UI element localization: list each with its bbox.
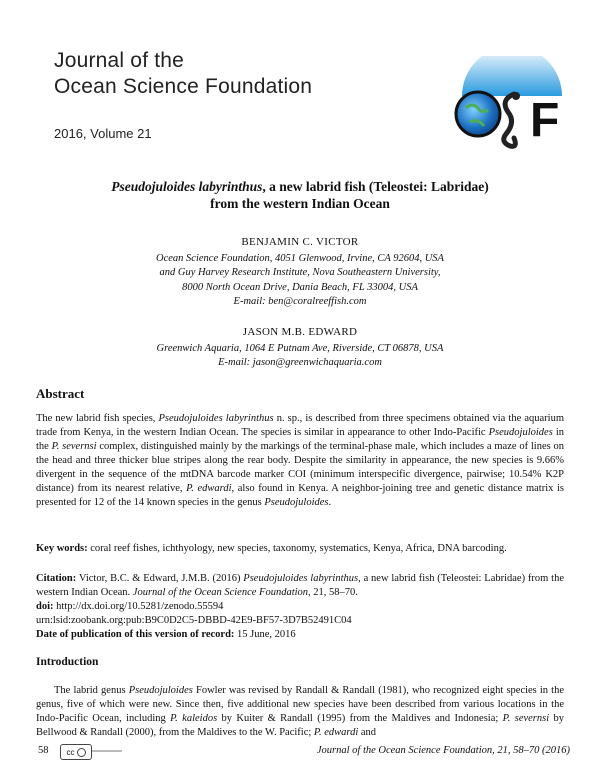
author-block-1: [40, 235, 560, 310]
keywords-text: coral reef fishes, ichthyology, new species, taxonomy, systematics, Kenya, Africa, DNA barcoding.: [87, 543, 507, 554]
license-text-placeholder: [92, 750, 122, 752]
introduction-heading: Introduction: [36, 656, 99, 668]
publication-date-line: Date of publication of this version of record: 15 June, 2016: [36, 629, 296, 640]
affiliation-line: and Guy Harvey Research Institute, Nova Southeastern University,: [159, 267, 441, 278]
globe-o-icon: [456, 92, 500, 136]
journal-title-line2: Ocean Science Foundation: [54, 75, 313, 98]
doi-line: doi: http://dx.doi.org/10.5281/zenodo.55594: [36, 601, 224, 612]
footer-citation: Journal of the Ocean Science Foundation, 21, 58–70 (2016): [316, 745, 570, 756]
osf-logo: [452, 56, 572, 166]
introduction-text: The labrid genus Pseudojuloides Fowler was revised by Randall & Randall (1981), who recognized eight species in the genus, five of which were new. Since then, five additional new species have been described from various locations in the Indo-Pacific Ocean, including P. kaleidos by Kuiter & Randall (1995) from the Maldives and Indonesia; P. severnsi by Bellwood & Randall (2000), from the Maldives to the W. Pacific; P. edwardi and: [36, 685, 565, 738]
logo-letter-f: F: [530, 94, 560, 147]
affiliation-line: 8000 North Ocean Drive, Dania Beach, FL 33004, USA: [182, 281, 418, 293]
lsid-line: urn:lsid:zoobank.org:pub:B9C0D2C5-DBBD-42E9-BF57-3D7B52491C04: [36, 615, 352, 626]
attribution-icon: [77, 748, 86, 757]
title-rest: , a new labrid fish (Teleostei: Labridae): [262, 179, 489, 194]
cc-icon: cc: [66, 747, 75, 757]
affiliation-line: Ocean Science Foundation, 4051 Glenwood, Irvine, CA 92604, USA: [156, 252, 444, 264]
title-line2: from the western Indian Ocean: [210, 196, 390, 211]
keywords: [36, 542, 564, 556]
author-name: BENJAMIN C. VICTOR: [241, 236, 359, 248]
cc-license-badge[interactable]: [60, 744, 92, 760]
seahorse-s-icon: [504, 94, 516, 146]
citation-block: Citation: Victor, B.C. & Edward, J.M.B. (2016) Pseudojuloides labyrinthus, a new labrid fish (Teleostei: Labridae) from the western Indian Ocean. Journal of the Ocean Science Foundation, 21, 58–70. doi: http://dx.doi.org/10.5281/zenodo.55594 urn:lsid:zoobank.org:pub:B9C0D2C5-DBBD-42E9-BF57-3D7B52491C04 Date of publication of this version of record: 15 June, 2016: [36, 573, 564, 640]
abstract-text: The new labrid fish species, Pseudojuloides labyrinthus n. sp., is described from three specimens obtained via the aquarium trade from Kenya, in the western Indian Ocean. The species is similar in appearance to other Indo-Pacific Pseudojuloides in the P. severnsi complex, distinguished mainly by the markings of the terminal-phase male, which includes a maze of lines on the head and three thicker blue stripes along the rear body. Despite the similarity in appearance, the new species is 9.66% divergent in the sequence of the mtDNA barcode marker COI (minimum interspecific divergence, pairwise; 10.54% K2P distance) from its nearest relative, P. edwardi, also found in Kenya. A neighbor-joining tree and genetic distance matrix is presented for 12 of the 14 known species in the genus Pseudojuloides.: [36, 413, 565, 508]
journal-volume: 2016, Volume 21: [54, 126, 152, 141]
journal-title-line1: Journal of the: [54, 49, 185, 72]
paper-title: [40, 178, 560, 212]
author-email[interactable]: E-mail: jason@greenwichaquaria.com: [218, 357, 382, 368]
page-number: 58: [38, 745, 49, 756]
abstract-heading: Abstract: [36, 386, 85, 401]
author-name: JASON M.B. EDWARD: [242, 326, 358, 338]
affiliation-line: Greenwich Aquaria, 1064 E Putnam Ave, Riverside, CT 06878, USA: [156, 342, 444, 354]
keywords-label: Key words:: [36, 543, 88, 554]
author-block-2: [40, 325, 560, 371]
citation-label: Citation:: [36, 573, 77, 584]
author-email[interactable]: E-mail: ben@coralreeffish.com: [233, 296, 367, 307]
doi-link[interactable]: http://dx.doi.org/10.5281/zenodo.55594: [53, 601, 224, 612]
title-genus: Pseudojuloides labyrinthus: [111, 179, 263, 194]
journal-title: [54, 48, 312, 100]
